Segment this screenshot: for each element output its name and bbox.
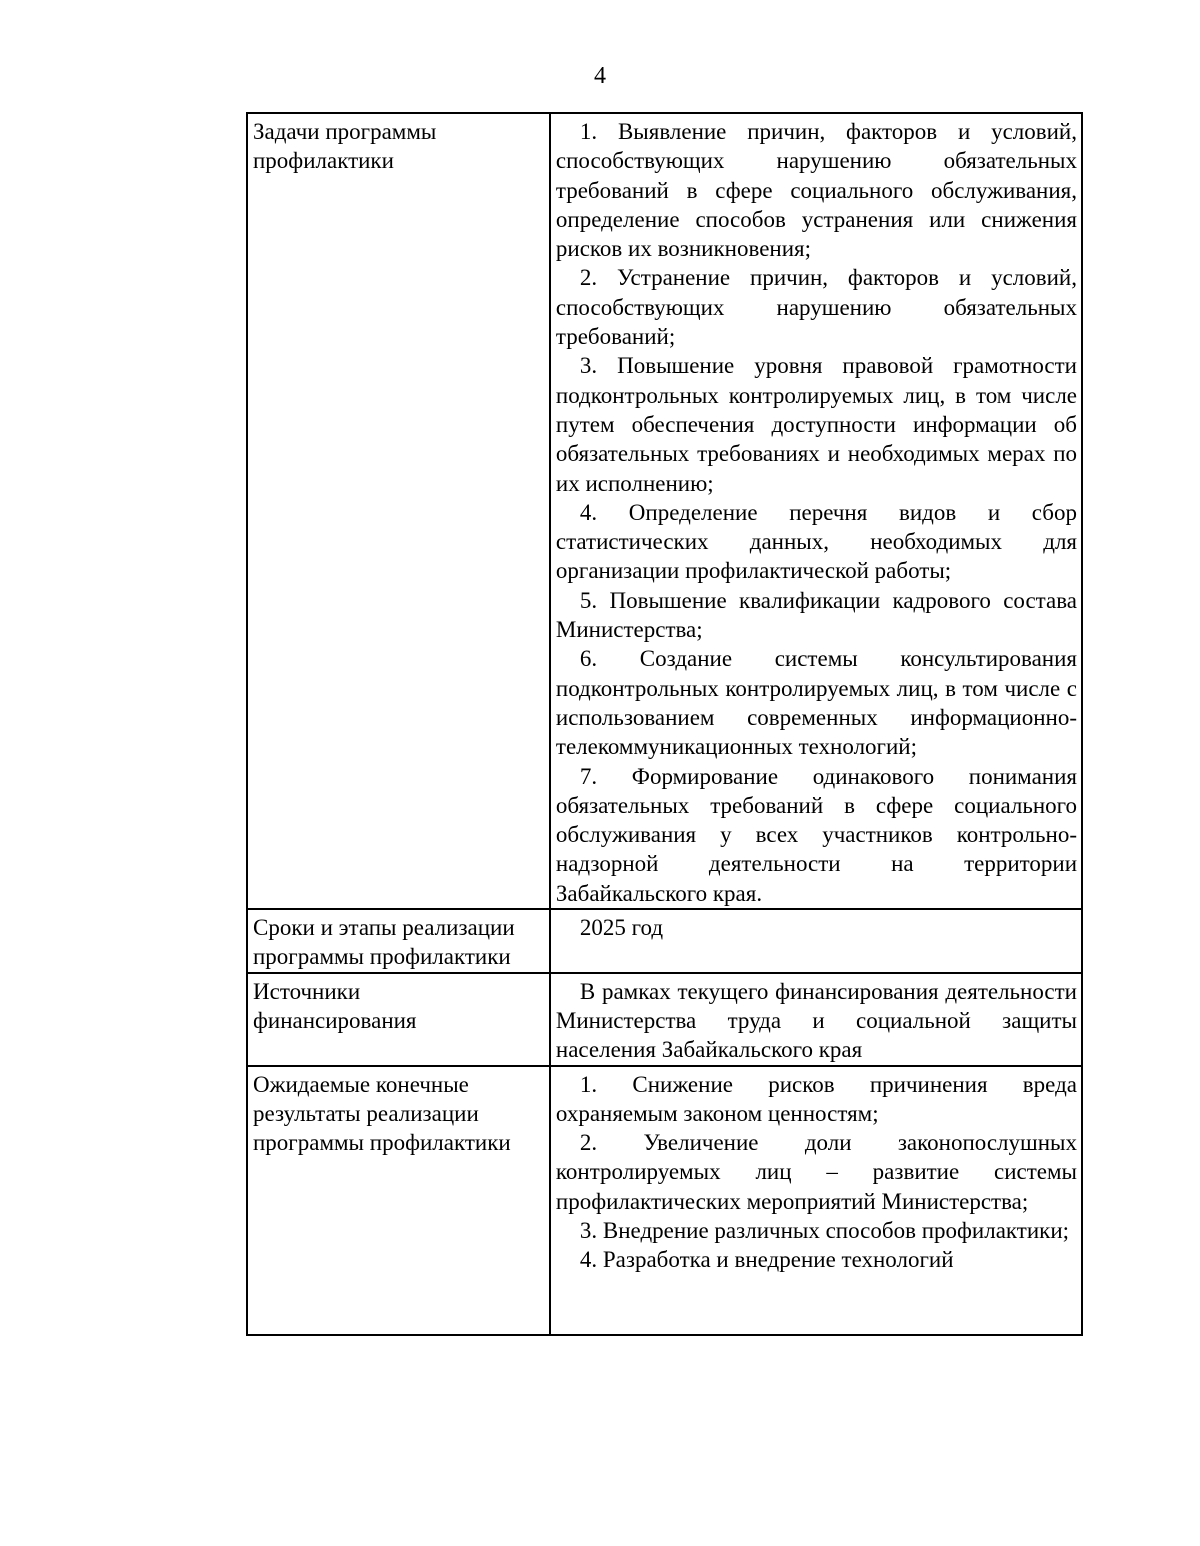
- list-item: 6. Создание системы консультирования подконтрольных контролируемых лиц, в том числе с использованием современных информационно-телекоммуникационных технологий;: [555, 646, 1077, 760]
- list-item: 7. Формирование одинакового понимания обязательных требований в сфере социального обслуживания у всех участников контрольно-надзорной деятельности на территории Забайкальского края.: [555, 763, 1077, 906]
- row-label-cell: [247, 1066, 550, 1335]
- row-label-cell: [247, 113, 550, 909]
- implementation-year: 2025 год: [579, 915, 664, 941]
- page-number: 4: [594, 63, 606, 89]
- results-list: [556, 1070, 1077, 1334]
- row-label: результаты реализации: [253, 1100, 479, 1126]
- row-label: программы профилактики: [253, 944, 511, 970]
- row-label-cell: [247, 909, 550, 973]
- list-item: 1. Выявление причин, факторов и условий, способствующих нарушению обязательных требований в сфере социального обслуживания, определение способов устранения или снижения рисков их возникновения;: [555, 119, 1077, 262]
- row-label-cell: [247, 973, 550, 1066]
- list-item: 2. Устранение причин, факторов и условий, способствующих нарушению обязательных требований;: [555, 265, 1077, 350]
- list-item: 4. Определение перечня видов и сбор статистических данных, необходимых для организации профилактической работы;: [555, 499, 1077, 584]
- row-value-cell: [550, 909, 1082, 973]
- row-label: Источники: [253, 978, 361, 1004]
- row-label: финансирования: [253, 1007, 417, 1033]
- program-passport-table: [246, 112, 1083, 1336]
- row-label: Ожидаемые конечные: [253, 1071, 469, 1097]
- row-label: профилактики: [253, 148, 394, 174]
- row-label: Задачи программы: [253, 119, 437, 144]
- row-value-cell: [550, 113, 1082, 909]
- table-row: [247, 1066, 1082, 1335]
- list-item: 3. Повышение уровня правовой грамотности подконтрольных контролируемых лиц, в том числе путем обеспечения доступности информации об обязательных требованиях и необходимых мерах по их исполнению;: [555, 353, 1077, 496]
- list-item: 3. Внедрение различных способов профилактики;: [579, 1217, 1070, 1243]
- row-value-cell: [550, 973, 1082, 1066]
- funding-text: В рамках текущего финансирования деятельности Министерства труда и социальной защиты населения Забайкальского края: [555, 978, 1077, 1063]
- list-item: 1. Снижение рисков причинения вреда охраняемым законом ценностям;: [555, 1071, 1077, 1126]
- list-item: 2. Увеличение доли законопослушных контролируемых лиц – развитие системы профилактических мероприятий Министерства;: [555, 1130, 1077, 1214]
- list-item: 5. Повышение квалификации кадрового состава Министерства;: [555, 587, 1077, 643]
- row-label: программы профилактики: [253, 1130, 511, 1156]
- table-row: [247, 973, 1082, 1066]
- row-value-cell: [550, 1066, 1082, 1335]
- table-row: [247, 113, 1082, 909]
- list-item: 4. Разработка и внедрение технологий: [579, 1247, 954, 1273]
- row-label: Сроки и этапы реализации: [253, 915, 515, 941]
- table-row: [247, 909, 1082, 973]
